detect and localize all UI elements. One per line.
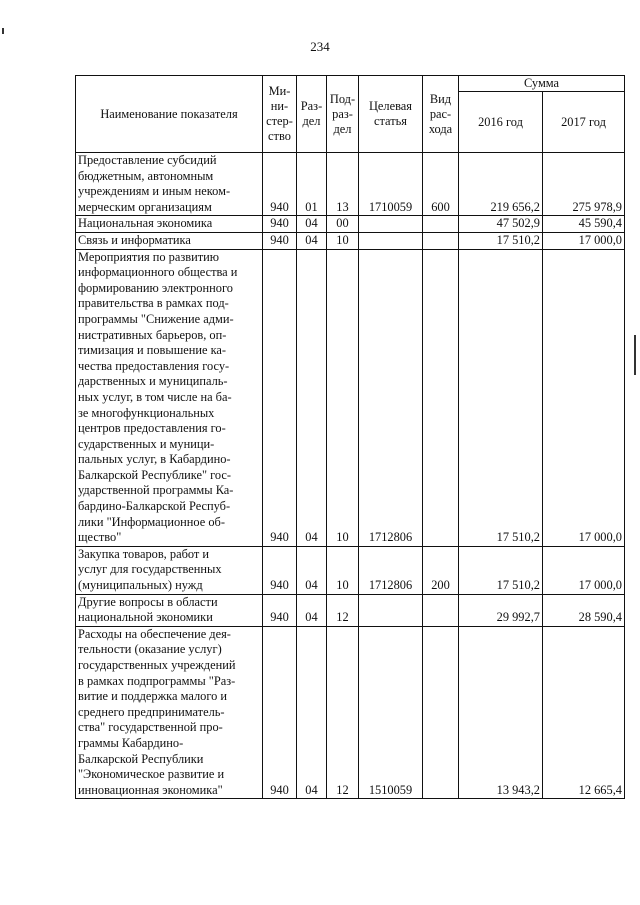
row-ministry: 940 xyxy=(263,626,297,799)
scan-edge-mark-right xyxy=(634,335,636,375)
row-ministry: 940 xyxy=(263,232,297,249)
row-target-article xyxy=(359,594,423,626)
budget-rows xyxy=(76,153,625,799)
row-subsection: 12 xyxy=(327,626,359,799)
row-name: Расходы на обеспечение дея- тельности (оказание услуг) государственных учреждений в рамках подпрограммы "Раз- витие и поддержка малого и среднего предприниматель- ства" государственной про- граммы Кабардино- Балкарской Республики "Экономическое развитие и инновационная экономика" xyxy=(76,626,263,799)
header-name: Наименование показателя xyxy=(76,76,263,153)
row-section: 04 xyxy=(297,216,327,233)
table-row xyxy=(76,216,625,233)
row-amount-2017: 17 000,0 xyxy=(543,232,625,249)
row-expense-type xyxy=(423,594,459,626)
row-target-article: 1710059 xyxy=(359,153,423,216)
row-name: Закупка товаров, работ и услуг для государственных (муниципальных) нужд xyxy=(76,546,263,594)
table-row xyxy=(76,626,625,799)
row-ministry: 940 xyxy=(263,153,297,216)
row-amount-2016: 17 510,2 xyxy=(459,546,543,594)
header-expense-type: Вид рас- хода xyxy=(423,76,459,153)
row-expense-type xyxy=(423,232,459,249)
table-row xyxy=(76,249,625,546)
row-subsection: 10 xyxy=(327,546,359,594)
table-row xyxy=(76,594,625,626)
row-target-article xyxy=(359,232,423,249)
scan-edge-mark-left xyxy=(2,28,4,34)
row-name: Предоставление субсидий бюджетным, автономным учреждениям и иным неком- мерческим организациям xyxy=(76,153,263,216)
row-target-article: 1712806 xyxy=(359,546,423,594)
row-subsection: 12 xyxy=(327,594,359,626)
row-amount-2017: 275 978,9 xyxy=(543,153,625,216)
row-subsection: 13 xyxy=(327,153,359,216)
header-target-article: Целевая статья xyxy=(359,76,423,153)
row-amount-2016: 219 656,2 xyxy=(459,153,543,216)
header-section: Раз- дел xyxy=(297,76,327,153)
row-subsection: 00 xyxy=(327,216,359,233)
row-amount-2016: 47 502,9 xyxy=(459,216,543,233)
row-ministry: 940 xyxy=(263,594,297,626)
row-expense-type: 200 xyxy=(423,546,459,594)
header-year-2017: 2017 год xyxy=(543,92,625,153)
row-amount-2017: 12 665,4 xyxy=(543,626,625,799)
row-amount-2016: 17 510,2 xyxy=(459,249,543,546)
row-amount-2017: 17 000,0 xyxy=(543,546,625,594)
row-amount-2016: 17 510,2 xyxy=(459,232,543,249)
row-amount-2017: 28 590,4 xyxy=(543,594,625,626)
row-amount-2017: 45 590,4 xyxy=(543,216,625,233)
row-expense-type xyxy=(423,216,459,233)
row-section: 04 xyxy=(297,249,327,546)
row-name: Национальная экономика xyxy=(76,216,263,233)
page-number: 234 xyxy=(310,39,330,54)
row-name: Мероприятия по развитию информационного общества и формированию электронного правительства в рамках под- программы "Снижение адми- нистративных барьеров, оп- тимизация и повышение ка- чества предоставления госу- дарственных и муниципаль- ных услуг, в том числе на ба- зе многофункциональных центров предоставления го- сударственных и муници- пальных услуг, в Кабардино- Балкарской Республике" гос- ударственной программы Ка- бардино-Балкарской Респуб- лики "Информационное об- щество" xyxy=(76,249,263,546)
row-amount-2016: 29 992,7 xyxy=(459,594,543,626)
row-ministry: 940 xyxy=(263,546,297,594)
row-subsection: 10 xyxy=(327,232,359,249)
row-section: 04 xyxy=(297,594,327,626)
budget-table xyxy=(75,75,625,799)
table-row xyxy=(76,546,625,594)
row-section: 01 xyxy=(297,153,327,216)
row-ministry: 940 xyxy=(263,249,297,546)
row-ministry: 940 xyxy=(263,216,297,233)
row-name: Другие вопросы в области национальной экономики xyxy=(76,594,263,626)
header-subsection: Под- раз- дел xyxy=(327,76,359,153)
row-expense-type xyxy=(423,626,459,799)
row-section: 04 xyxy=(297,232,327,249)
row-amount-2016: 13 943,2 xyxy=(459,626,543,799)
table-row xyxy=(76,232,625,249)
row-target-article: 1712806 xyxy=(359,249,423,546)
table-row xyxy=(76,153,625,216)
row-target-article xyxy=(359,216,423,233)
row-expense-type xyxy=(423,249,459,546)
row-section: 04 xyxy=(297,546,327,594)
row-section: 04 xyxy=(297,626,327,799)
row-subsection: 10 xyxy=(327,249,359,546)
header-ministry: Ми- ни- стер- ство xyxy=(263,76,297,153)
row-target-article: 1510059 xyxy=(359,626,423,799)
row-name: Связь и информатика xyxy=(76,232,263,249)
row-expense-type: 600 xyxy=(423,153,459,216)
header-sum: Сумма xyxy=(459,76,625,92)
header-year-2016: 2016 год xyxy=(459,92,543,153)
row-amount-2017: 17 000,0 xyxy=(543,249,625,546)
